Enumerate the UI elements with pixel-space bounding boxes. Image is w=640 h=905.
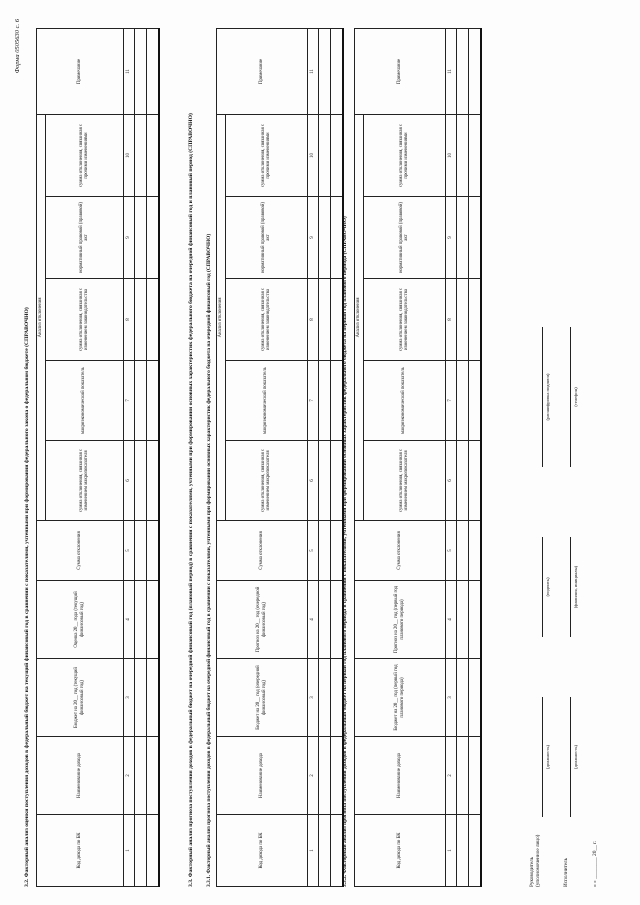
head-position-line[interactable] xyxy=(542,697,543,817)
column-number: 9 xyxy=(123,197,134,279)
column-number: 3 xyxy=(307,659,318,737)
executor-position-hint: (должность) xyxy=(573,744,578,770)
header-law-deviation: сумма отклонения, связанная с изменением законодательства xyxy=(45,279,123,361)
column-number: 8 xyxy=(445,279,456,361)
section-3-2-title: 3.2. Факторный анализ оценки поступления доходов в федеральный бюджет на текущий финансовый год в сравнении с показателями, учтенными при формировании федерального закона о федеральном бюджете (СПРАВОЧНО) xyxy=(24,307,30,887)
section-3-3-title: 3.3. Факторный анализ прогноза поступления доходов в федеральный бюджет на очередной финансовый год (плановый период) в сравнении с показателями, учтенными при формировании основных характеристик федерального бюджета на очередной финансовый год и плановый период (СПРАВОЧНО) xyxy=(188,113,194,887)
column-number: 2 xyxy=(123,737,134,815)
header-other-deviation: сумма отклонения, связанная с прочими изменениями xyxy=(225,114,307,196)
header-income-name: Наименование дохода xyxy=(37,737,124,815)
column-number: 8 xyxy=(307,279,318,361)
header-code: Код дохода по БК xyxy=(355,815,446,887)
head-signature-line[interactable] xyxy=(542,537,543,637)
column-number: 7 xyxy=(307,361,318,441)
header-macro-indicator: макроэкономический показатель xyxy=(45,361,123,441)
column-number: 1 xyxy=(123,815,134,887)
form-id: Форма 0505630 с. 6 xyxy=(14,19,21,74)
header-legal-act: нормативный правовой (правовой) акт xyxy=(225,197,307,279)
executor-name-line[interactable] xyxy=(570,537,571,637)
column-number: 11 xyxy=(445,28,456,114)
header-deviation-analysis: Анализ отклонения xyxy=(355,114,364,520)
column-number: 9 xyxy=(307,197,318,279)
header-budget: Бюджет на 20__ год (очередной финансовый год) xyxy=(217,659,308,737)
column-number: 6 xyxy=(123,441,134,521)
table-row xyxy=(146,28,159,886)
table-row xyxy=(134,28,146,886)
table-row xyxy=(330,28,343,886)
header-deviation-analysis: Анализ отклонения xyxy=(37,114,46,520)
column-number: 3 xyxy=(445,659,456,737)
column-number: 10 xyxy=(307,114,318,196)
column-number: 8 xyxy=(123,279,134,361)
header-macro-indicator: макроэкономический показатель xyxy=(363,361,445,441)
header-law-deviation: сумма отклонения, связанная с изменением законодательства xyxy=(225,279,307,361)
header-forecast: Прогноз на 20__ год (первый год планового периода) xyxy=(355,581,446,659)
column-number: 6 xyxy=(307,441,318,521)
column-number: 5 xyxy=(445,521,456,581)
header-code: Код дохода по БК xyxy=(37,815,124,887)
column-number: 7 xyxy=(123,361,134,441)
header-note: Примечание xyxy=(217,28,308,114)
table-3-3-1 xyxy=(216,28,344,887)
header-note: Примечание xyxy=(355,28,446,114)
header-forecast: Прогноз на 20__ год (очередной финансовый год) xyxy=(217,581,308,659)
section-3-3-2-title: 3.3.2. Факторный анализ прогноза поступления доходов в федеральный бюджет на первый год планового периода в сравнении с показателями, учтенными при формировании основных характеристик федерального бюджета на первый год планового периода (СПРАВОЧНО) xyxy=(342,216,348,887)
header-other-deviation: сумма отклонения, связанная с прочими изменениями xyxy=(363,114,445,196)
column-number: 6 xyxy=(445,441,456,521)
header-legal-act: нормативный правовой (правовой) акт xyxy=(363,197,445,279)
header-note: Примечание xyxy=(37,28,124,114)
executor-position-line[interactable] xyxy=(570,697,571,817)
column-number: 2 xyxy=(445,737,456,815)
column-number: 2 xyxy=(307,737,318,815)
header-estimate: Оценка 20__ года (текущий финансовый год) xyxy=(37,581,124,659)
section-3-3-1-title: 3.3.1. Факторный анализ прогноза поступления доходов в федеральный бюджет на очередной финансовый год в сравнении с показателями, учтенными при формировании основных характеристик федерального бюджета на очередной финансовый год (СПРАВОЧНО) xyxy=(206,233,212,887)
head-label: Руководитель (уполномоченное лицо) xyxy=(529,834,541,887)
executor-phone-hint: (телефон) xyxy=(573,387,578,407)
header-code: Код дохода по БК xyxy=(217,815,308,887)
header-macro-deviation: сумма отклонения, связанная с изменением макропоказателя xyxy=(45,441,123,521)
header-other-deviation: сумма отклонения, связанная с прочими изменениями xyxy=(45,114,123,196)
header-deviation-sum: Сумма отклонения xyxy=(37,521,124,581)
header-deviation-analysis: Анализ отклонения xyxy=(217,114,226,520)
header-macro-indicator: макроэкономический показатель xyxy=(225,361,307,441)
column-number: 7 xyxy=(445,361,456,441)
column-number: 1 xyxy=(445,815,456,887)
column-number: 3 xyxy=(123,659,134,737)
executor-phone-line[interactable] xyxy=(570,327,571,467)
signature-block xyxy=(530,27,620,887)
column-number: 5 xyxy=(307,521,318,581)
header-budget: Бюджет на 20__ год (первый год планового периода) xyxy=(355,659,446,737)
column-number: 11 xyxy=(307,28,318,114)
table-row xyxy=(456,28,468,886)
column-number: 4 xyxy=(445,581,456,659)
executor-label: Исполнитель xyxy=(563,857,569,887)
header-budget: Бюджет на 20__ год (текущий финансовый год) xyxy=(37,659,124,737)
column-number: 10 xyxy=(123,114,134,196)
table-3-3-2 xyxy=(354,28,482,887)
header-law-deviation: сумма отклонения, связанная с изменением законодательства xyxy=(363,279,445,361)
header-income-name: Наименование дохода xyxy=(355,737,446,815)
head-signature-hint: (подпись) xyxy=(545,577,550,597)
column-number: 4 xyxy=(307,581,318,659)
header-macro-deviation: сумма отклонения, связанная с изменением макропоказателя xyxy=(363,441,445,521)
head-position-hint: (должность) xyxy=(545,744,550,770)
column-number: 10 xyxy=(445,114,456,196)
column-number: 9 xyxy=(445,197,456,279)
header-deviation-sum: Сумма отклонения xyxy=(355,521,446,581)
table-row xyxy=(318,28,330,886)
head-name-hint: (расшифровка подписи) xyxy=(545,373,550,421)
executor-name-hint: (фамилия, инициалы) xyxy=(573,565,578,609)
table-3-2 xyxy=(36,28,160,887)
rotated-form-sheet xyxy=(10,13,630,893)
column-number: 1 xyxy=(307,815,318,887)
header-income-name: Наименование дохода xyxy=(217,737,308,815)
column-number: 4 xyxy=(123,581,134,659)
table-row xyxy=(468,28,481,886)
date-line[interactable]: « » ________ 20__ г. xyxy=(592,840,598,887)
head-name-line[interactable] xyxy=(542,327,543,467)
column-number: 11 xyxy=(123,28,134,114)
header-deviation-sum: Сумма отклонения xyxy=(217,521,308,581)
header-macro-deviation: сумма отклонения, связанная с изменением макропоказателя xyxy=(225,441,307,521)
column-number: 5 xyxy=(123,521,134,581)
header-legal-act: нормативный правовой (правовой) акт xyxy=(45,197,123,279)
